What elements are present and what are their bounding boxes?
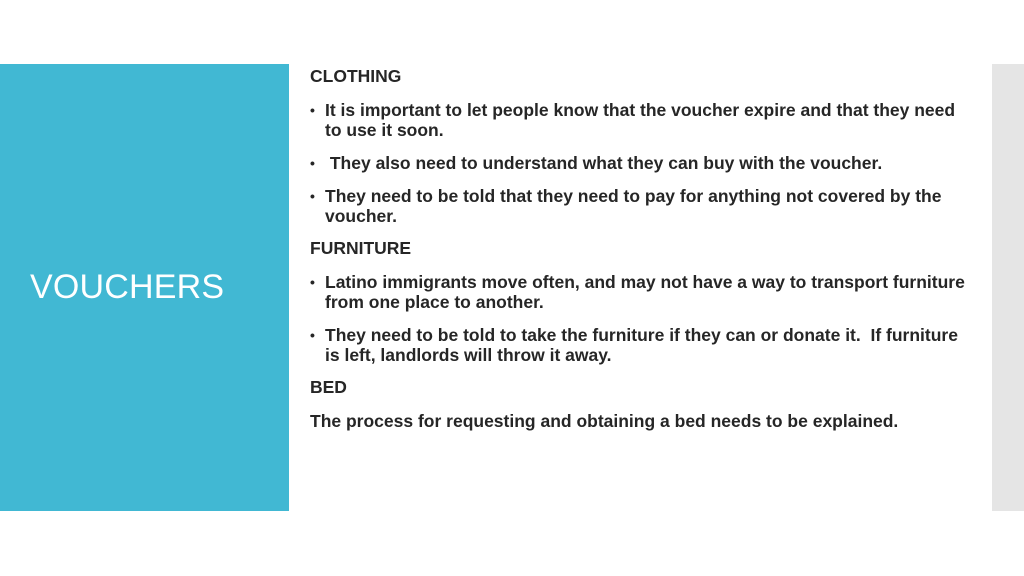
bullet-dot-icon: •: [310, 155, 315, 171]
bullet-item: [310, 153, 970, 173]
section-heading-clothing: CLOTHING: [310, 66, 402, 86]
bullet-text: It is important to let people know that the voucher expire and that they need to use it soon.: [325, 100, 956, 140]
bullet-text: They also need to understand what they can buy with the voucher.: [325, 153, 883, 173]
bullet-dot-icon: •: [310, 102, 315, 118]
bullet-text: Latino immigrants move often, and may not have a way to transport furniture from one place to another.: [325, 272, 965, 312]
bullet-dot-icon: •: [310, 274, 315, 290]
bullet-item: [310, 325, 970, 365]
bullet-text: They need to be told that they need to pay for anything not covered by the voucher.: [325, 186, 942, 226]
bullet-text: They need to be told to take the furniture if they can or donate it. If furniture is left, landlords will throw it away.: [325, 325, 963, 365]
slide-content: [310, 66, 970, 431]
bullet-dot-icon: •: [310, 188, 315, 204]
slide-title: VOUCHERS: [30, 268, 225, 306]
bullet-item: [310, 100, 970, 140]
section-heading-furniture: FURNITURE: [310, 238, 412, 258]
bullet-dot-icon: •: [310, 327, 315, 343]
bed-text: The process for requesting and obtaining a bed needs to be explained.: [310, 411, 899, 431]
bullet-item: [310, 272, 970, 312]
right-accent-strip: [992, 64, 1024, 511]
section-heading-bed: BED: [310, 377, 347, 397]
bullet-item: [310, 186, 970, 226]
